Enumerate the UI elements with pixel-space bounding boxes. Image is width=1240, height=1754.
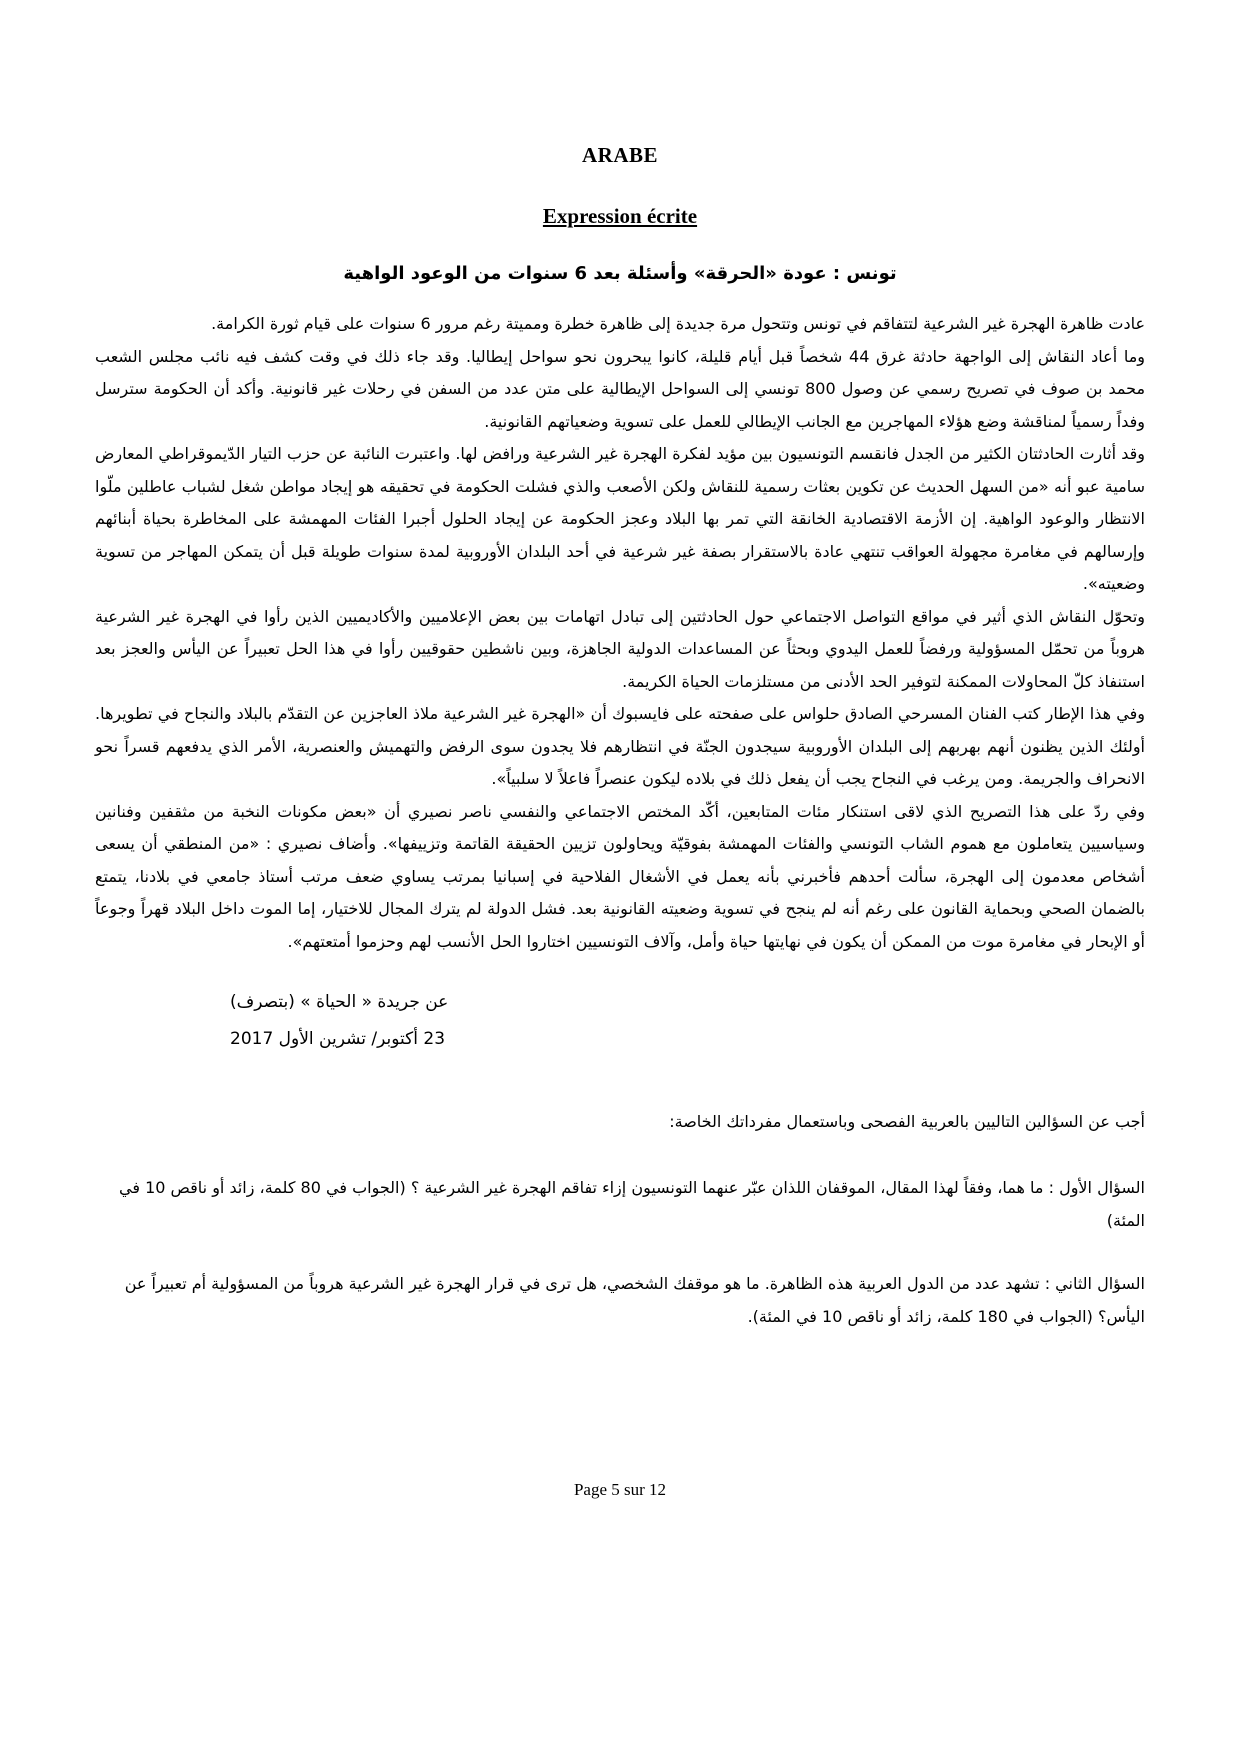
article-paragraph-3: وقد أثارت الحادثتان الكثير من الجدل فانقسم التونسيون بين مؤيد لفكرة الهجرة غير الشرعية ورافض لها. واعتبرت النائبة عن حزب التيار الدّيموقراطي المعارض سامية عبو أنه «من السهل الحديث عن تكوين بعثات رسمية للنقاش ولكن الأصعب والذي فشلت الحكومة في تحقيقه هو إيجاد مواطن شغل لشباب عاطلين ملّوا الانتظار والوعود الواهية. إن الأزمة الاقتصادية الخانقة التي تمر بها البلاد وعجز الحكومة عن إيجاد الحلول أجبرا الفئات المهمشة على المخاطرة بحياة أبنائهم وإرسالهم في مغامرة مجهولة العواقب تنتهي عادة بالاستقرار بصفة غير شرعية في أحد البلدان الأوروبية لمدة سنوات طويلة قبل أن يتمكن المهاجر من تسوية وضعيته». — [95, 444, 1145, 593]
article-paragraph-6: وفي ردّ على هذا التصريح الذي لاقى استنكار مئات المتابعين، أكّد المختص الاجتماعي والنفسي ناصر نصيري أن «بعض مكونات النخبة من مثقفين وفنانين وسياسيين يتعاملون مع هموم الشاب التونسي والفئات المهمشة بفوقيّة ويحاولون تزيين الحقيقة القاتمة وتزييفها». وأضاف نصيري : «من المنطقي أن يسعى أشخاص معدمون إلى الهجرة، سألت أحدهم فأخبرني بأنه يعمل في الأشغال الفلاحية في إسبانيا بمرتب يساوي ضعف مرتب أستاذ جامعي في بلادنا، يتمتع بالضمان الصحي وبحماية القانون على رغم أنه لم ينجح في تسوية وضعيته القانونية بعد. فشل الدولة لم يترك المجال للاختيار، إما الموت داخل البلاد قهراً وجوعاً أو الإبحار في مغامرة موت من الممكن أن يكون في نهايتها حياة وأمل، وآلاف التونسيين اختاروا الحل الأنسب لهم وحزموا أمتعتهم». — [95, 801, 1145, 951]
source-block — [95, 984, 1145, 1058]
source-publication: عن جريدة « الحياة » (بتصرف) — [230, 992, 449, 1012]
page-number: Page 5 sur 12 — [573, 1480, 667, 1499]
article-body — [95, 308, 1145, 958]
article-paragraph-4: وتحوّل النقاش الذي أثير في مواقع التواصل الاجتماعي حول الحادثتين إلى تبادل اتهامات بين بعض الإعلاميين والأكاديميين الذين رأوا في الهجرة غير الشرعية هروباً من تحمّل المسؤولية ورفضاً للعمل اليدوي وبحثاً عن المساعدات الدولية الجاهزة، وبين ناشطين حقوقيين رأوا في هذا الحل تعبيراً عن اليأس والعجز بعد استنفاذ كلّ المحاولات الممكنة لتوفير الحد الأدنى من مستلزمات الحياة الكريمة. — [95, 606, 1145, 691]
article-title: تونس : عودة «الحرقة» وأسئلة بعد 6 سنوات من الوعود الواهية — [343, 263, 897, 284]
exercise-instruction: أجب عن السؤالين التاليين بالعربية الفصحى وباستعمال مفرداتك الخاصة: — [669, 1112, 1145, 1131]
question-1: السؤال الأول : ما هما، وفقاً لهذا المقال، الموقفان اللذان عبّر عنهما التونسيون إزاء تفاقم الهجرة غير الشرعية ؟ (الجواب في 80 كلمة، زائد أو ناقص 10 في المئة) — [119, 1178, 1145, 1230]
article-paragraph-1: عادت ظاهرة الهجرة غير الشرعية لتتفاقم في تونس وتتحول مرة جديدة إلى ظاهرة خطرة ومميتة رغم مرور 6 سنوات على قيام ثورة الكرامة. — [211, 314, 1145, 333]
question-2: السؤال الثاني : تشهد عدد من الدول العربية هذه الظاهرة. ما هو موقفك الشخصي، هل ترى في قرار الهجرة غير الشرعية هروباً من المسؤولية أم تعبيراً عن اليأس؟ (الجواب في 180 كلمة، زائد أو ناقص 10 في المئة). — [124, 1274, 1145, 1326]
subject-title: ARABE — [581, 143, 658, 167]
article-paragraph-5: وفي هذا الإطار كتب الفنان المسرحي الصادق حلواس على صفحته على فايسبوك أن «الهجرة غير الشرعية ملاذ العاجزين عن التقدّم بالبلاد والنجاح في تطويرها. أولئك الذين يظنون أنهم بهربهم إلى البلدان الأوروبية سيجدون الجنّة في انتظارهم فلا يجدون سوى الرفض والتهميش والعنصرية، الأمر الذي يدفعهم قسراً نحو الانحراف والجريمة. ومن يرغب في النجاح يجب أن يفعل ذلك في بلاده ليكون عنصراً فاعلاً لا سلبياً». — [95, 704, 1145, 788]
section-title: Expression écrite — [542, 204, 698, 228]
source-date: 23 أكتوبر/ تشرين الأول 2017 — [230, 1029, 446, 1049]
article-paragraph-2: وما أعاد النقاش إلى الواجهة حادثة غرق 44 شخصاً قبل أيام قليلة، كانوا يبحرون نحو سواحل إيطاليا. وقد جاء ذلك في وقت كشف فيه نائب مجلس الشعب محمد بن صوف في تصريح رسمي عن وصول 800 تونسي إلى السواحل الإيطالية على متن عدد من السفن في رحلات غير قانونية. وأكد أن الحكومة سترسل وفداً رسمياً لمناقشة وضع هؤلاء المهاجرين مع الجانب الإيطالي للعمل على تسوية وضعياتهم القانونية. — [95, 346, 1146, 431]
